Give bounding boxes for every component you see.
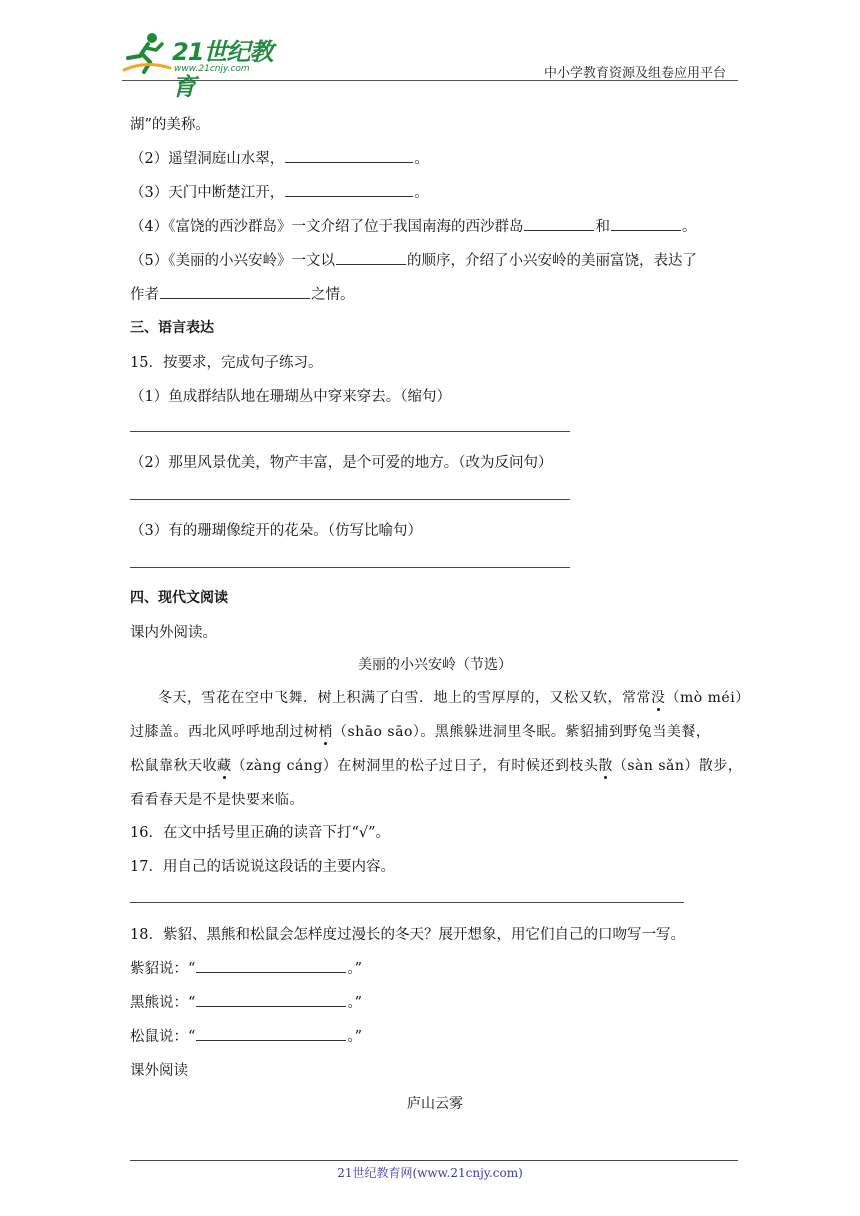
- answer-blank[interactable]: [196, 958, 346, 973]
- dotted-char: 散: [598, 755, 613, 775]
- answer-line[interactable]: [130, 499, 570, 500]
- runner-logo-icon: [122, 30, 172, 76]
- dotted-char: 没: [651, 687, 666, 707]
- text: 的顺序，介绍了小兴安岭的美丽富饶，表达了: [406, 253, 697, 269]
- passage-line: 看看春天是不是快要来临。: [130, 792, 304, 808]
- text: 之情。: [311, 287, 355, 303]
- text: 和: [595, 219, 610, 235]
- text: （3）天门中断楚江开，: [130, 185, 285, 201]
- text: 过膝盖。西北风呼呼地刮过树: [130, 724, 319, 740]
- text: 冬天，雪花在空中飞舞．树上积满了白雪．地上的雪厚厚的，又松又软，常常: [158, 690, 651, 706]
- text: 。”: [347, 1029, 363, 1045]
- text: 湖”的美称。: [130, 117, 210, 133]
- question-18: 18．紫貂、黑熊和松鼠会怎样度过漫长的冬天？展开想象，用它们自己的口吻写一写。: [130, 927, 685, 943]
- answer-zidiao: [130, 957, 362, 978]
- answer-line[interactable]: [130, 902, 684, 903]
- dotted-char: 梢: [319, 721, 334, 741]
- question-2: [130, 147, 429, 168]
- answer-blank[interactable]: [196, 992, 346, 1007]
- sentence-task-1: （1）鱼成群结队地在珊瑚丛中穿来穿去。（缩句）: [130, 389, 451, 405]
- passage-line: [130, 721, 710, 741]
- answer-blank[interactable]: [285, 182, 413, 197]
- sentence-task-3: （3）有的珊瑚像绽开的花朵。（仿写比喻句）: [130, 523, 422, 539]
- question-4: [130, 215, 696, 236]
- footer-link[interactable]: 21世纪教育网(www.21cnjy.com): [337, 1166, 523, 1180]
- reading-intro: 课内外阅读。: [130, 625, 217, 641]
- text: 。: [681, 219, 697, 235]
- answer-blank[interactable]: [336, 250, 406, 265]
- passage-title: 庐山云雾: [407, 1096, 463, 1112]
- outside-reading-label: 课外阅读: [130, 1063, 188, 1079]
- answer-blank[interactable]: [285, 148, 413, 163]
- header-divider: [122, 80, 738, 81]
- sentence-task-2: （2）那里风景优美，物产丰富，是个可爱的地方。（改为反问句）: [130, 455, 553, 471]
- answer-blank[interactable]: [611, 216, 681, 231]
- answer-heixiong: [130, 991, 362, 1012]
- passage-line: [130, 755, 742, 775]
- site-logo: [122, 30, 292, 101]
- pinyin-options[interactable]: （shāo sāo）。黑熊躲进洞里冬眠。紫貂捕到野兔当美餐，: [333, 724, 711, 740]
- text: 。”: [347, 961, 363, 977]
- answer-blank[interactable]: [196, 1026, 346, 1041]
- pinyin-options[interactable]: （mò méi）: [665, 690, 750, 706]
- text: 紫貂说：“: [130, 961, 196, 977]
- question-16: 16．在文中括号里正确的读音下打“√”。: [130, 825, 391, 841]
- logo-url: www.21cnjy.com: [174, 64, 250, 74]
- question-3: [130, 181, 429, 202]
- answer-songshu: [130, 1025, 362, 1046]
- text-line: [130, 113, 210, 134]
- text: （5）《美丽的小兴安岭》一文以: [130, 253, 335, 269]
- logo-title: 21世纪教育: [172, 38, 273, 101]
- page-header: [0, 0, 860, 101]
- text: （4）《富饶的西沙群岛》一文介绍了位于我国南海的西沙群岛: [130, 219, 524, 235]
- dotted-char: 藏: [217, 755, 232, 775]
- passage-title: 美丽的小兴安岭（节选）: [358, 657, 512, 673]
- section-title: 四、现代文阅读: [130, 590, 228, 606]
- section-title: 三、语言表达: [130, 320, 214, 336]
- footer-divider: [130, 1160, 738, 1161]
- passage-line: [158, 687, 750, 707]
- answer-blank[interactable]: [160, 284, 310, 299]
- answer-line[interactable]: [130, 431, 570, 432]
- text: 作者: [130, 287, 159, 303]
- pinyin-options[interactable]: （zàng cáng）在树洞里的松子过日子，有时候还到枝头: [231, 758, 599, 774]
- text: 。: [414, 185, 429, 201]
- text: （2）遥望洞庭山水翠，: [130, 151, 285, 167]
- question-15: 15．按要求，完成句子练习。: [130, 355, 323, 371]
- text: 。”: [347, 995, 363, 1011]
- text: 。: [414, 151, 429, 167]
- question-5: [130, 249, 697, 270]
- text: 松鼠靠秋天收: [130, 758, 217, 774]
- site-name: 中小学教育资源及组卷应用平台: [543, 66, 726, 81]
- text: 黑熊说：“: [130, 995, 196, 1011]
- text: 松鼠说：“: [130, 1029, 196, 1045]
- answer-line[interactable]: [130, 567, 570, 568]
- question-17: 17．用自己的话说说这段话的主要内容。: [130, 859, 395, 875]
- question-5-cont: [130, 283, 355, 304]
- answer-blank[interactable]: [524, 216, 594, 231]
- pinyin-options[interactable]: （sàn sǎn）散步，: [612, 758, 743, 774]
